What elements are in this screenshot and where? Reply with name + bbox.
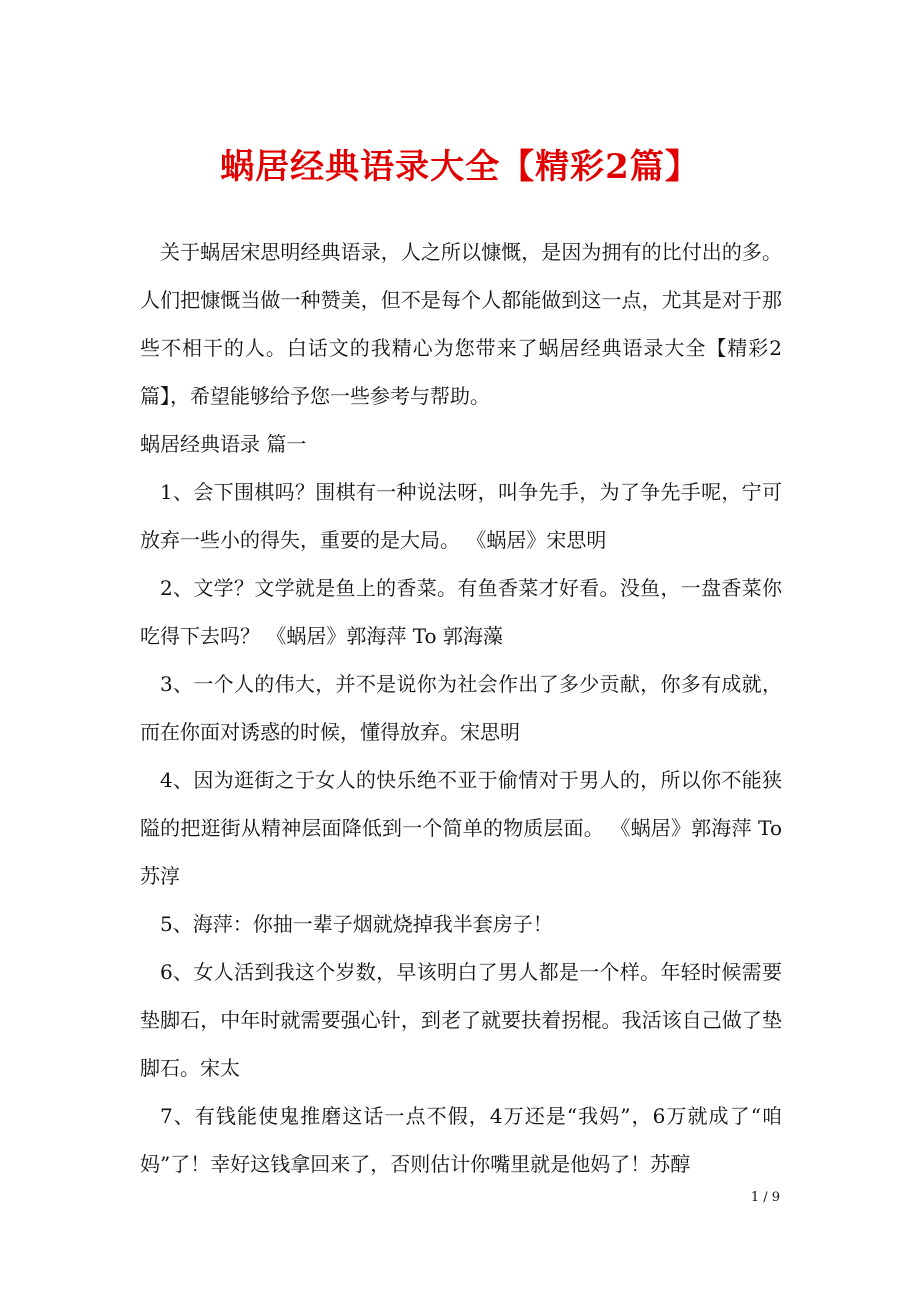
page-number: 1 / 9: [750, 1190, 780, 1205]
intro-paragraph: 关于蜗居宋思明经典语录，人之所以慷慨，是因为拥有的比付出的多。人们把慷慨当做一种赞美，但不是每个人都能做到这一点，尤其是对于那些不相干的人。白话文的我精心为您带来了蜗居经典语录大全【精彩2篇】，希望能够给予您一些参考与帮助。: [140, 240, 782, 408]
document-body: [140, 228, 782, 1188]
quote-paragraph-5: 5、海萍：你抽一辈子烟就烧掉我半套房子！: [160, 912, 553, 936]
quote-paragraph-2: 2、文学？文学就是鱼上的香菜。有鱼香菜才好看。没鱼，一盘香菜你吃得下去吗？ 《蜗居》郭海萍 To 郭海藻: [140, 576, 782, 648]
document-title: 蜗居经典语录大全【精彩2篇】: [220, 147, 700, 187]
quote-paragraph-3: 3、一个人的伟大，并不是说你为社会作出了多少贡献，你多有成就，而在你面对诱惑的时候，懂得放弃。宋思明: [140, 672, 782, 744]
quote-paragraph-4: 4、因为逛街之于女人的快乐绝不亚于偷情对于男人的，所以你不能狭隘的把逛街从精神层面降低到一个简单的物质层面。 《蜗居》郭海萍 To 苏淳: [140, 768, 782, 888]
quote-paragraph-6: 6、女人活到我这个岁数，早该明白了男人都是一个样。年轻时候需要垫脚石，中年时就需要强心针，到老了就要扶着拐棍。我活该自己做了垫脚石。宋太: [140, 960, 782, 1080]
quote-paragraph-7: 7、有钱能使鬼推磨这话一点不假，4万还是“我妈”，6万就成了“咱妈”了！幸好这钱拿回来了，否则估计你嘴里就是他妈了！苏醇: [140, 1104, 782, 1176]
quote-paragraph-1: 1、会下围棋吗？围棋有一种说法呀，叫争先手，为了争先手呢，宁可放弃一些小的得失，重要的是大局。 《蜗居》宋思明: [140, 480, 782, 552]
section-heading: 蜗居经典语录 篇一: [140, 432, 307, 456]
